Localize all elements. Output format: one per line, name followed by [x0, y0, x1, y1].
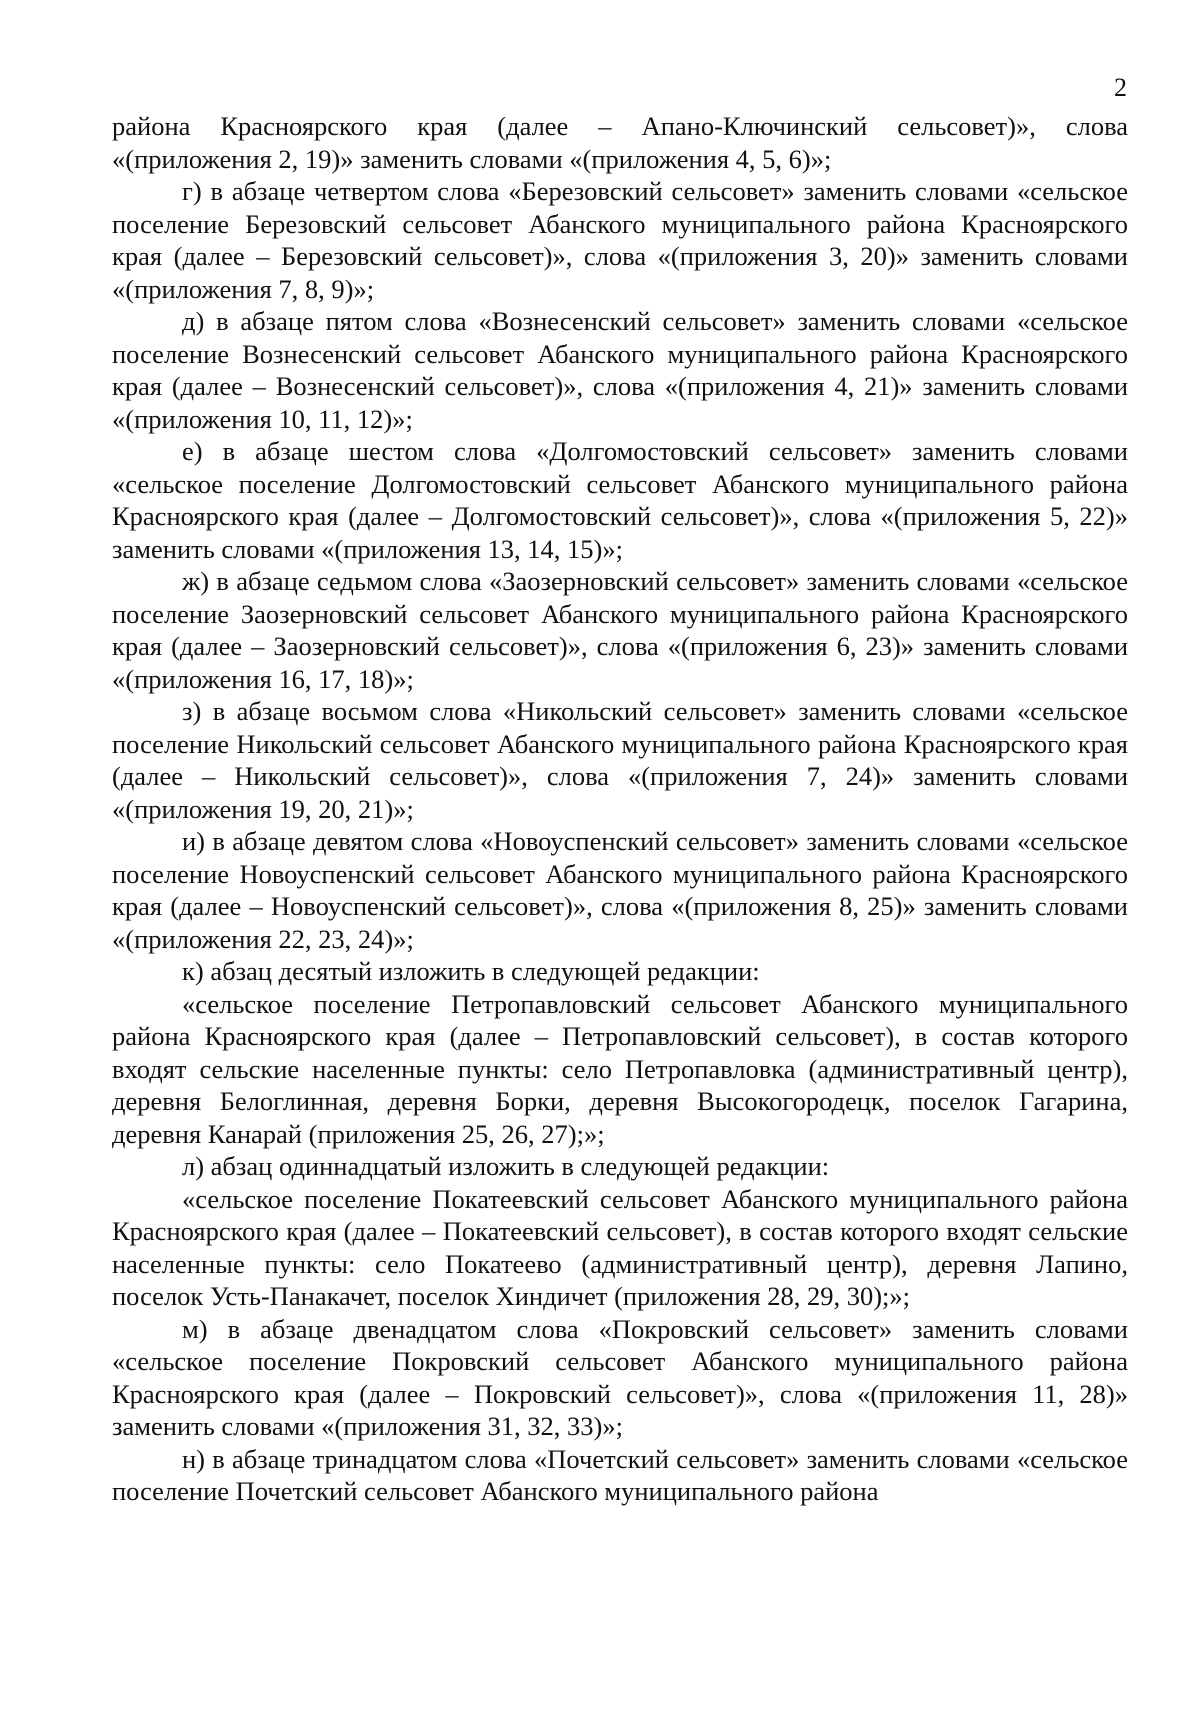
paragraph-item-m: м) в абзаце двенадцатом слова «Покровский сельсовет» заменить словами «сельское поселение Покровский сельсовет Абанского муниципального района Красноярского края (далее – Покровский сельсовет)», слова «(приложения 11, 28)» заменить словами «(приложения 31, 32, 33)»;: [112, 1313, 1128, 1441]
paragraph-item-e: е) в абзаце шестом слова «Долгомостовский сельсовет» заменить словами «сельское поселение Долгомостовский сельсовет Абанского муниципального района Красноярского края (далее – Долгомостовский сельсовет)», слова «(приложения 5, 22)» заменить словами «(приложения 13, 14, 15)»;: [112, 436, 1128, 564]
paragraph-item-d: д) в абзаце пятом слова «Вознесенский сельсовет» заменить словами «сельское поселение Вознесенский сельсовет Абанского муниципального района Красноярского края (далее – Вознесенский сельсовет)», слова «(приложения 4, 21)» заменить словами «(приложения 10, 11, 12)»;: [112, 306, 1128, 434]
paragraph-item-zh: ж) в абзаце седьмом слова «Заозерновский сельсовет» заменить словами «сельское поселение Заозерновский сельсовет Абанского муниципального района Красноярского края (далее – Заозерновский сельсовет)», слова «(приложения 6, 23)» заменить словами «(приложения 16, 17, 18)»;: [112, 566, 1128, 694]
paragraph-item-l: л) абзац одиннадцатый изложить в следующей редакции:: [182, 1151, 830, 1181]
page-number: 2: [1114, 73, 1127, 102]
paragraph-item-k: к) абзац десятый изложить в следующей редакции:: [182, 956, 760, 986]
paragraph-item-g: г) в абзаце четвертом слова «Березовский сельсовет» заменить словами «сельское поселение Березовский сельсовет Абанского муниципального района Красноярского края (далее – Березовский сельсовет)», слова «(приложения 3, 20)» заменить словами «(приложения 7, 8, 9)»;: [112, 176, 1128, 304]
paragraph-continuation: района Красноярского края (далее – Апано-Ключинский сельсовет)», слова «(приложения 2, 19)» заменить словами «(приложения 4, 5, 6)»;: [112, 111, 1128, 174]
paragraph-quote-petropavlovsky: «сельское поселение Петропавловский сельсовет Абанского муниципального района Красноярского края (далее – Петропавловский сельсовет), в состав которого входят сельские населенные пункты: село Петропавловка (административный центр), деревня Белоглинная, деревня Борки, деревня Высокогородецк, поселок Гагарина, деревня Канарай (приложения 25, 26, 27);»;: [112, 988, 1128, 1149]
paragraph-item-n: н) в абзаце тринадцатом слова «Почетский сельсовет» заменить словами «сельское поселение Почетский сельсовет Абанского муниципального района: [112, 1443, 1128, 1506]
paragraph-item-i: и) в абзаце девятом слова «Новоуспенский сельсовет» заменить словами «сельское поселение Новоуспенский сельсовет Абанского муниципального района Красноярского края (далее – Новоуспенский сельсовет)», слова «(приложения 8, 25)» заменить словами «(приложения 22, 23, 24)»;: [112, 826, 1128, 954]
paragraph-item-z: з) в абзаце восьмом слова «Никольский сельсовет» заменить словами «сельское поселение Никольский сельсовет Абанского муниципального района Красноярского края (далее – Никольский сельсовет)», слова «(приложения 7, 24)» заменить словами «(приложения 19, 20, 21)»;: [112, 696, 1128, 824]
paragraph-quote-pokateevsky: «сельское поселение Покатеевский сельсовет Абанского муниципального района Красноярского края (далее – Покатеевский сельсовет), в состав которого входят сельские населенные пункты: село Покатеево (административный центр), деревня Лапино, поселок Усть-Панакачет, поселок Хиндичет (приложения 28, 29, 30);»;: [112, 1183, 1128, 1311]
document-body: [112, 110, 1128, 1508]
